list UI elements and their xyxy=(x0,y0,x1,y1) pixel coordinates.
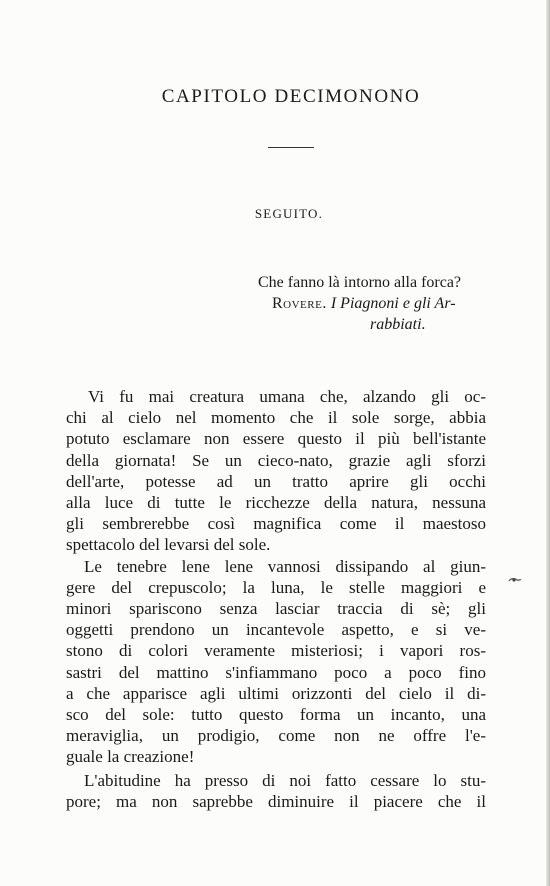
body-line: meraviglia, un prodigio, come non ne offre l'e- xyxy=(66,726,486,746)
body-line: dell'arte, potesse ad un tratto aprire gli occhi xyxy=(66,471,486,491)
body-line: Le tenebre lene lene vannosi dissipando al giun- xyxy=(84,556,486,576)
body-line: sco del sole: tutto questo forma un incanto, una xyxy=(66,705,486,725)
page-edge xyxy=(546,0,550,886)
body-line: oggetti prendono un incantevole aspetto, e si ve- xyxy=(66,620,486,640)
body-line: L'abitudine ha presso di noi fatto cessare lo stu- xyxy=(84,770,486,790)
body-line: potuto esclamare non essere questo il più bell'istante xyxy=(66,429,486,449)
body-line: Vi fu mai creatura umana che, alzando gli oc- xyxy=(88,387,486,406)
body-line: sastri del mattino s'infiammano poco a poco fino xyxy=(66,662,486,682)
chapter-subtitle: SEGUITO. xyxy=(254,206,324,221)
body-line: a che apparisce agli ultimi orizzonti del cielo il di- xyxy=(66,683,486,703)
epigraph-work-continued: rabbiati. xyxy=(370,316,426,333)
body-line: spettacolo del levarsi del sole. xyxy=(66,535,271,555)
body-line: stono di colori veramente misteriosi; i vapori ros- xyxy=(66,641,486,661)
body-line: della giornata! Se un cieco-nato, grazie agli sforzi xyxy=(66,450,486,470)
epigraph-attribution xyxy=(258,293,508,314)
epigraph-quote: Che fanno là intorno alla forca? xyxy=(258,274,462,291)
body-line: minori spariscono senza lasciar traccia di sè; gli xyxy=(66,599,486,619)
epigraph-author: Rovere. xyxy=(272,295,327,312)
body-line: chi al cielo nel momento che il sole sorge, abbia xyxy=(66,408,486,428)
body-line: pore; ma non saprebbe diminuire il piacere che il xyxy=(66,791,486,811)
body-line: gere del crepuscolo; la luna, le stelle maggiori e xyxy=(66,577,486,597)
body-line: gli sembrerebbe così magnifica come il maestoso xyxy=(66,514,486,534)
epigraph-work: I Piagnoni e gli Ar- xyxy=(330,295,456,312)
body-line: guale la creazione! xyxy=(66,747,195,767)
ink-blot-icon xyxy=(508,577,522,583)
body-line: alla luce di tutte le ricchezze della natura, nessuna xyxy=(66,493,486,513)
title-divider xyxy=(268,147,314,148)
chapter-body xyxy=(66,386,486,812)
chapter-title: CAPITOLO DECIMONONO xyxy=(161,86,421,107)
epigraph xyxy=(258,272,508,335)
